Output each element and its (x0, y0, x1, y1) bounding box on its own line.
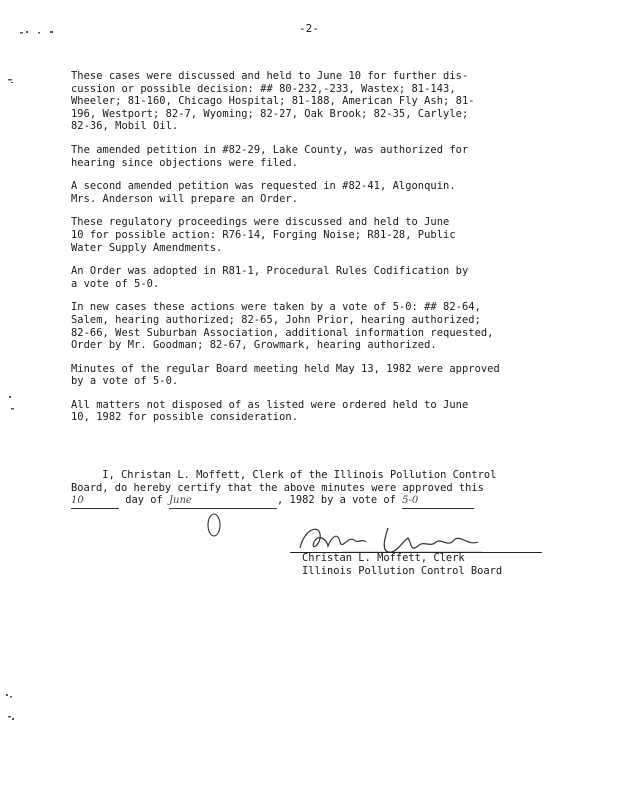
day-handwritten: 10 (71, 495, 84, 507)
signer-organization: Illinois Pollution Control Board (302, 564, 503, 577)
paragraph-regulatory-proceedings: These regulatory proceedings were discussed and held to June 10 for possible action: R76-14, Forging Noise; R81-28, Public Water Supply Amendments. (71, 216, 456, 254)
vote-of-text: , 1982 by a vote of (277, 494, 403, 507)
certification-line-2: Board, do hereby certify that the above minutes were approved this (71, 481, 484, 494)
minutes-body (71, 70, 546, 435)
certification-line-1: I, Christan L. Moffett, Clerk of the Illinois Pollution Control (71, 469, 497, 481)
certification-line-3 (71, 494, 561, 509)
paragraph-new-cases: In new cases these actions were taken by a vote of 5-0: ## 82-64, Salem, hearing authorized; 82-65, John Prior, hearing authorized; 82-66, West Suburban Association, additional information requested, Order by Mr. Goodman; 82-67, Growmark, hearing authorized. (71, 301, 494, 352)
month-handwritten: June (169, 495, 192, 507)
paragraph-held-cases: These cases were discussed and held to June 10 for further dis- cussion or possible decision: ## 80-232,-233, Wastex; 81-143, Wheeler; 81-160, Chicago Hospital; 81-188, American Fly Ash; 81- 196, Westport; 82-7, Wyoming; 82-27, Oak Brook; 82-35, Carlyle; 82-36, Mobil Oil. (71, 70, 475, 133)
paragraph-amended-petition: The amended petition in #82-29, Lake County, was authorized for hearing since objections were filed. (71, 143, 469, 169)
paragraph-second-amended-petition: A second amended petition was requested in #82-41, Algonquin. Mrs. Anderson will prepare an Order. (71, 180, 456, 205)
vote-handwritten: 5-0 (402, 495, 419, 507)
signer-name-title: Christan L. Moffett, Clerk (302, 552, 465, 564)
day-blank (71, 494, 119, 509)
paragraph-matters-held: All matters not disposed of as listed were ordered held to June 10, 1982 for possible consideration. (71, 398, 469, 424)
certification-block (71, 469, 561, 509)
paragraph-order-adopted: An Order was adopted in R81-1, Procedural Rules Codification by a vote of 5-0. (71, 265, 469, 290)
day-of-text: day of (119, 494, 170, 507)
vote-blank (402, 494, 474, 509)
ink-circle-mark (202, 506, 226, 540)
paragraph-minutes-approved: Minutes of the regular Board meeting held May 13, 1982 were approved by a vote of 5-0. (71, 362, 500, 388)
page-number: -2- (299, 22, 319, 35)
signer-block (302, 552, 542, 577)
